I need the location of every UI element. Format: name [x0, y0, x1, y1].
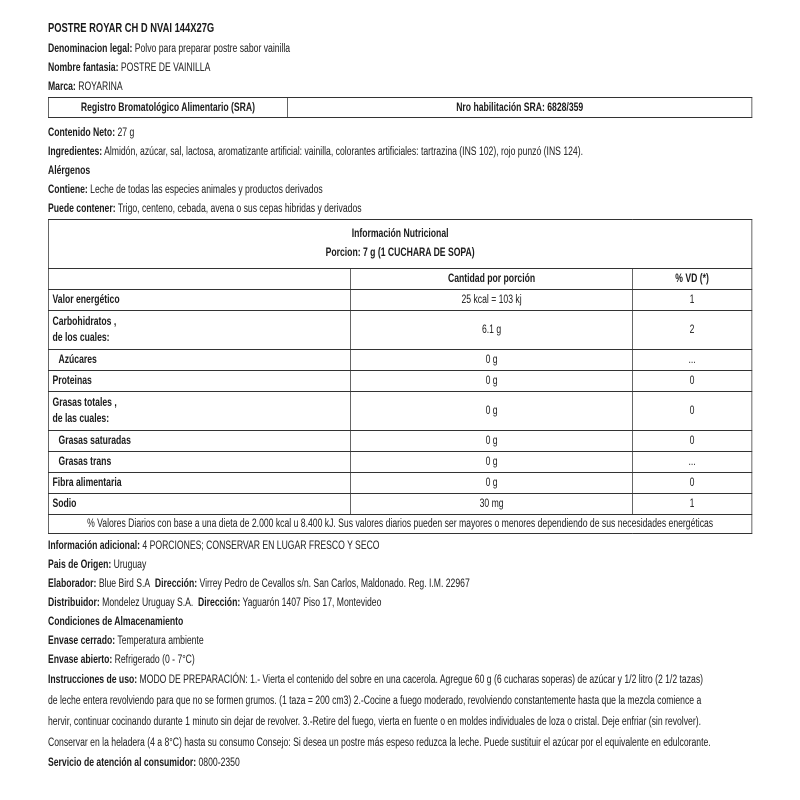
- distribuidor: Distribuidor: Mondelez Uruguay S.A. Dirección: Yaguarón 1407 Piso 17, Montevideo: [48, 597, 382, 609]
- top-field: Marca: ROYARINA: [48, 81, 123, 93]
- col-vd: % VD (*): [632, 269, 752, 290]
- info-field: Contenido Neto: 27 g: [48, 127, 135, 139]
- nutrient-name: Proteinas: [48, 371, 350, 392]
- nutrient-name: Carbohidratos , de los cuales:: [48, 311, 350, 350]
- nutrient-qty: 0 g: [351, 452, 632, 473]
- storage-field: Envase abierto: Refrigerado (0 - 7°C): [48, 654, 195, 666]
- nutrient-name: Grasas saturadas: [48, 431, 350, 452]
- instructions: [48, 670, 752, 754]
- product-title: POSTRE ROYAR CH D NVAI 144X27G: [48, 21, 215, 35]
- nutrient-qty: 25 kcal = 103 kj: [351, 290, 632, 311]
- nutrition-row: [48, 452, 752, 473]
- instruction-line: Conservar en la heladera (4 a 8°C) hasta su consumo Consejo: Si desea un postre más espeso reduzca la leche. Puede sustituir el azúcar por el equivalente en edulcorante.: [48, 737, 711, 749]
- nutrient-qty: 0 g: [351, 431, 632, 452]
- nutrient-qty: 0 g: [351, 473, 632, 494]
- top-field: Nombre fantasia: POSTRE DE VAINILLA: [48, 62, 211, 74]
- nutrient-vd: 2: [632, 311, 752, 350]
- elaborador: Elaborador: Blue Bird S.A Dirección: Virrey Pedro de Cevallos s/n. San Carlos, Maldonado. Reg. I.M. 22967: [48, 578, 470, 590]
- nutrient-name: Grasas totales , de las cuales:: [48, 392, 350, 431]
- nutrition-row: [48, 431, 752, 452]
- nutrition-row: [48, 290, 752, 311]
- extra-field: Pais de Origen: Uruguay: [48, 559, 147, 571]
- nutrition-row: [48, 311, 752, 350]
- instruction-line: de leche entera revolviendo para que no se formen grumos. (1 taza = 200 cm3) 2.-Cocine a fuego moderado, revolviendo constantemente hasta que la mezcla comience a: [48, 695, 702, 707]
- product-sheet: [48, 19, 752, 773]
- nutrition-title: Información Nutricional: [351, 228, 449, 240]
- nutrition-table: [48, 219, 752, 534]
- nutrient-qty: 0 g: [351, 371, 632, 392]
- top-field: Denominacion legal: Polvo para preparar postre sabor vainilla: [48, 43, 291, 55]
- extra-field: Información adicional: 4 PORCIONES; CONSERVAR EN LUGAR FRESCO Y SECO: [48, 540, 380, 552]
- nutrition-portion: Porcion: 7 g (1 CUCHARA DE SOPA): [325, 247, 475, 259]
- nutrition-row: [48, 473, 752, 494]
- sra-number: Nro habilitación SRA: 6828/359: [288, 98, 752, 118]
- nutrient-name: Grasas trans: [48, 452, 350, 473]
- nutrient-qty: 6.1 g: [351, 311, 632, 350]
- storage-field: Envase cerrado: Temperatura ambiente: [48, 635, 204, 647]
- nutrient-vd: 0: [632, 392, 752, 431]
- info-field: Contiene: Leche de todas las especies animales y productos derivados: [48, 184, 323, 196]
- nutrition-row: [48, 371, 752, 392]
- info-field: Puede contener: Trigo, centeno, cebada, avena o sus cepas hibridas y derivados: [48, 203, 362, 215]
- nutrition-row: [48, 392, 752, 431]
- nutrient-vd: 0: [632, 371, 752, 392]
- nutrient-vd: 1: [632, 494, 752, 515]
- storage-field: Condiciones de Almacenamiento: [48, 616, 184, 628]
- nutrient-qty: 0 g: [351, 392, 632, 431]
- nutrient-qty: 0 g: [351, 350, 632, 371]
- nutrient-vd: ...: [632, 452, 752, 473]
- info-field: Ingredientes: Almidón, azúcar, sal, lactosa, aromatizante artificial: vainilla, colorantes artificiales: tartrazina (INS 102), rojo punzó (INS 124).: [48, 146, 583, 158]
- nutrient-name: Valor energético: [48, 290, 350, 311]
- nutrient-vd: 0: [632, 431, 752, 452]
- nutrient-name: Sodio: [48, 494, 350, 515]
- nutrient-vd: 0: [632, 473, 752, 494]
- nutrient-name: Azúcares: [48, 350, 350, 371]
- service: Servicio de atención al consumidor: 0800-2350: [48, 757, 240, 769]
- info-field: Alérgenos: [48, 165, 91, 177]
- instruction-line: Instrucciones de uso: MODO DE PREPARACIÓN: 1.- Vierta el contenido del sobre en una cacerola. Agregue 60 g (6 cucharas soperas) de azúcar y 1/2 litro (2 1/2 tazas): [48, 674, 704, 686]
- nutrition-footnote: % Valores Diarios con base a una dieta de 2.000 kcal u 8.400 kJ. Sus valores diarios pueden ser mayores o menores dependiendo de sus necesidades energéticas: [48, 515, 752, 534]
- sra-label: Registro Bromatológico Alimentario (SRA): [48, 98, 287, 118]
- nutrient-name: Fibra alimentaria: [48, 473, 350, 494]
- nutrient-qty: 30 mg: [351, 494, 632, 515]
- instruction-line: hervir, continuar cocinando durante 1 minuto sin dejar de revolver. 3.-Retire del fuego, vierta en fuente o en moldes individuales de loza o cristal. Deje enfriar (sin revolver).: [48, 716, 701, 728]
- col-qty: Cantidad por porción: [351, 269, 632, 290]
- nutrition-row: [48, 494, 752, 515]
- nutrition-row: [48, 350, 752, 371]
- nutrient-vd: ...: [632, 350, 752, 371]
- nutrient-vd: 1: [632, 290, 752, 311]
- sra-table: [48, 97, 752, 118]
